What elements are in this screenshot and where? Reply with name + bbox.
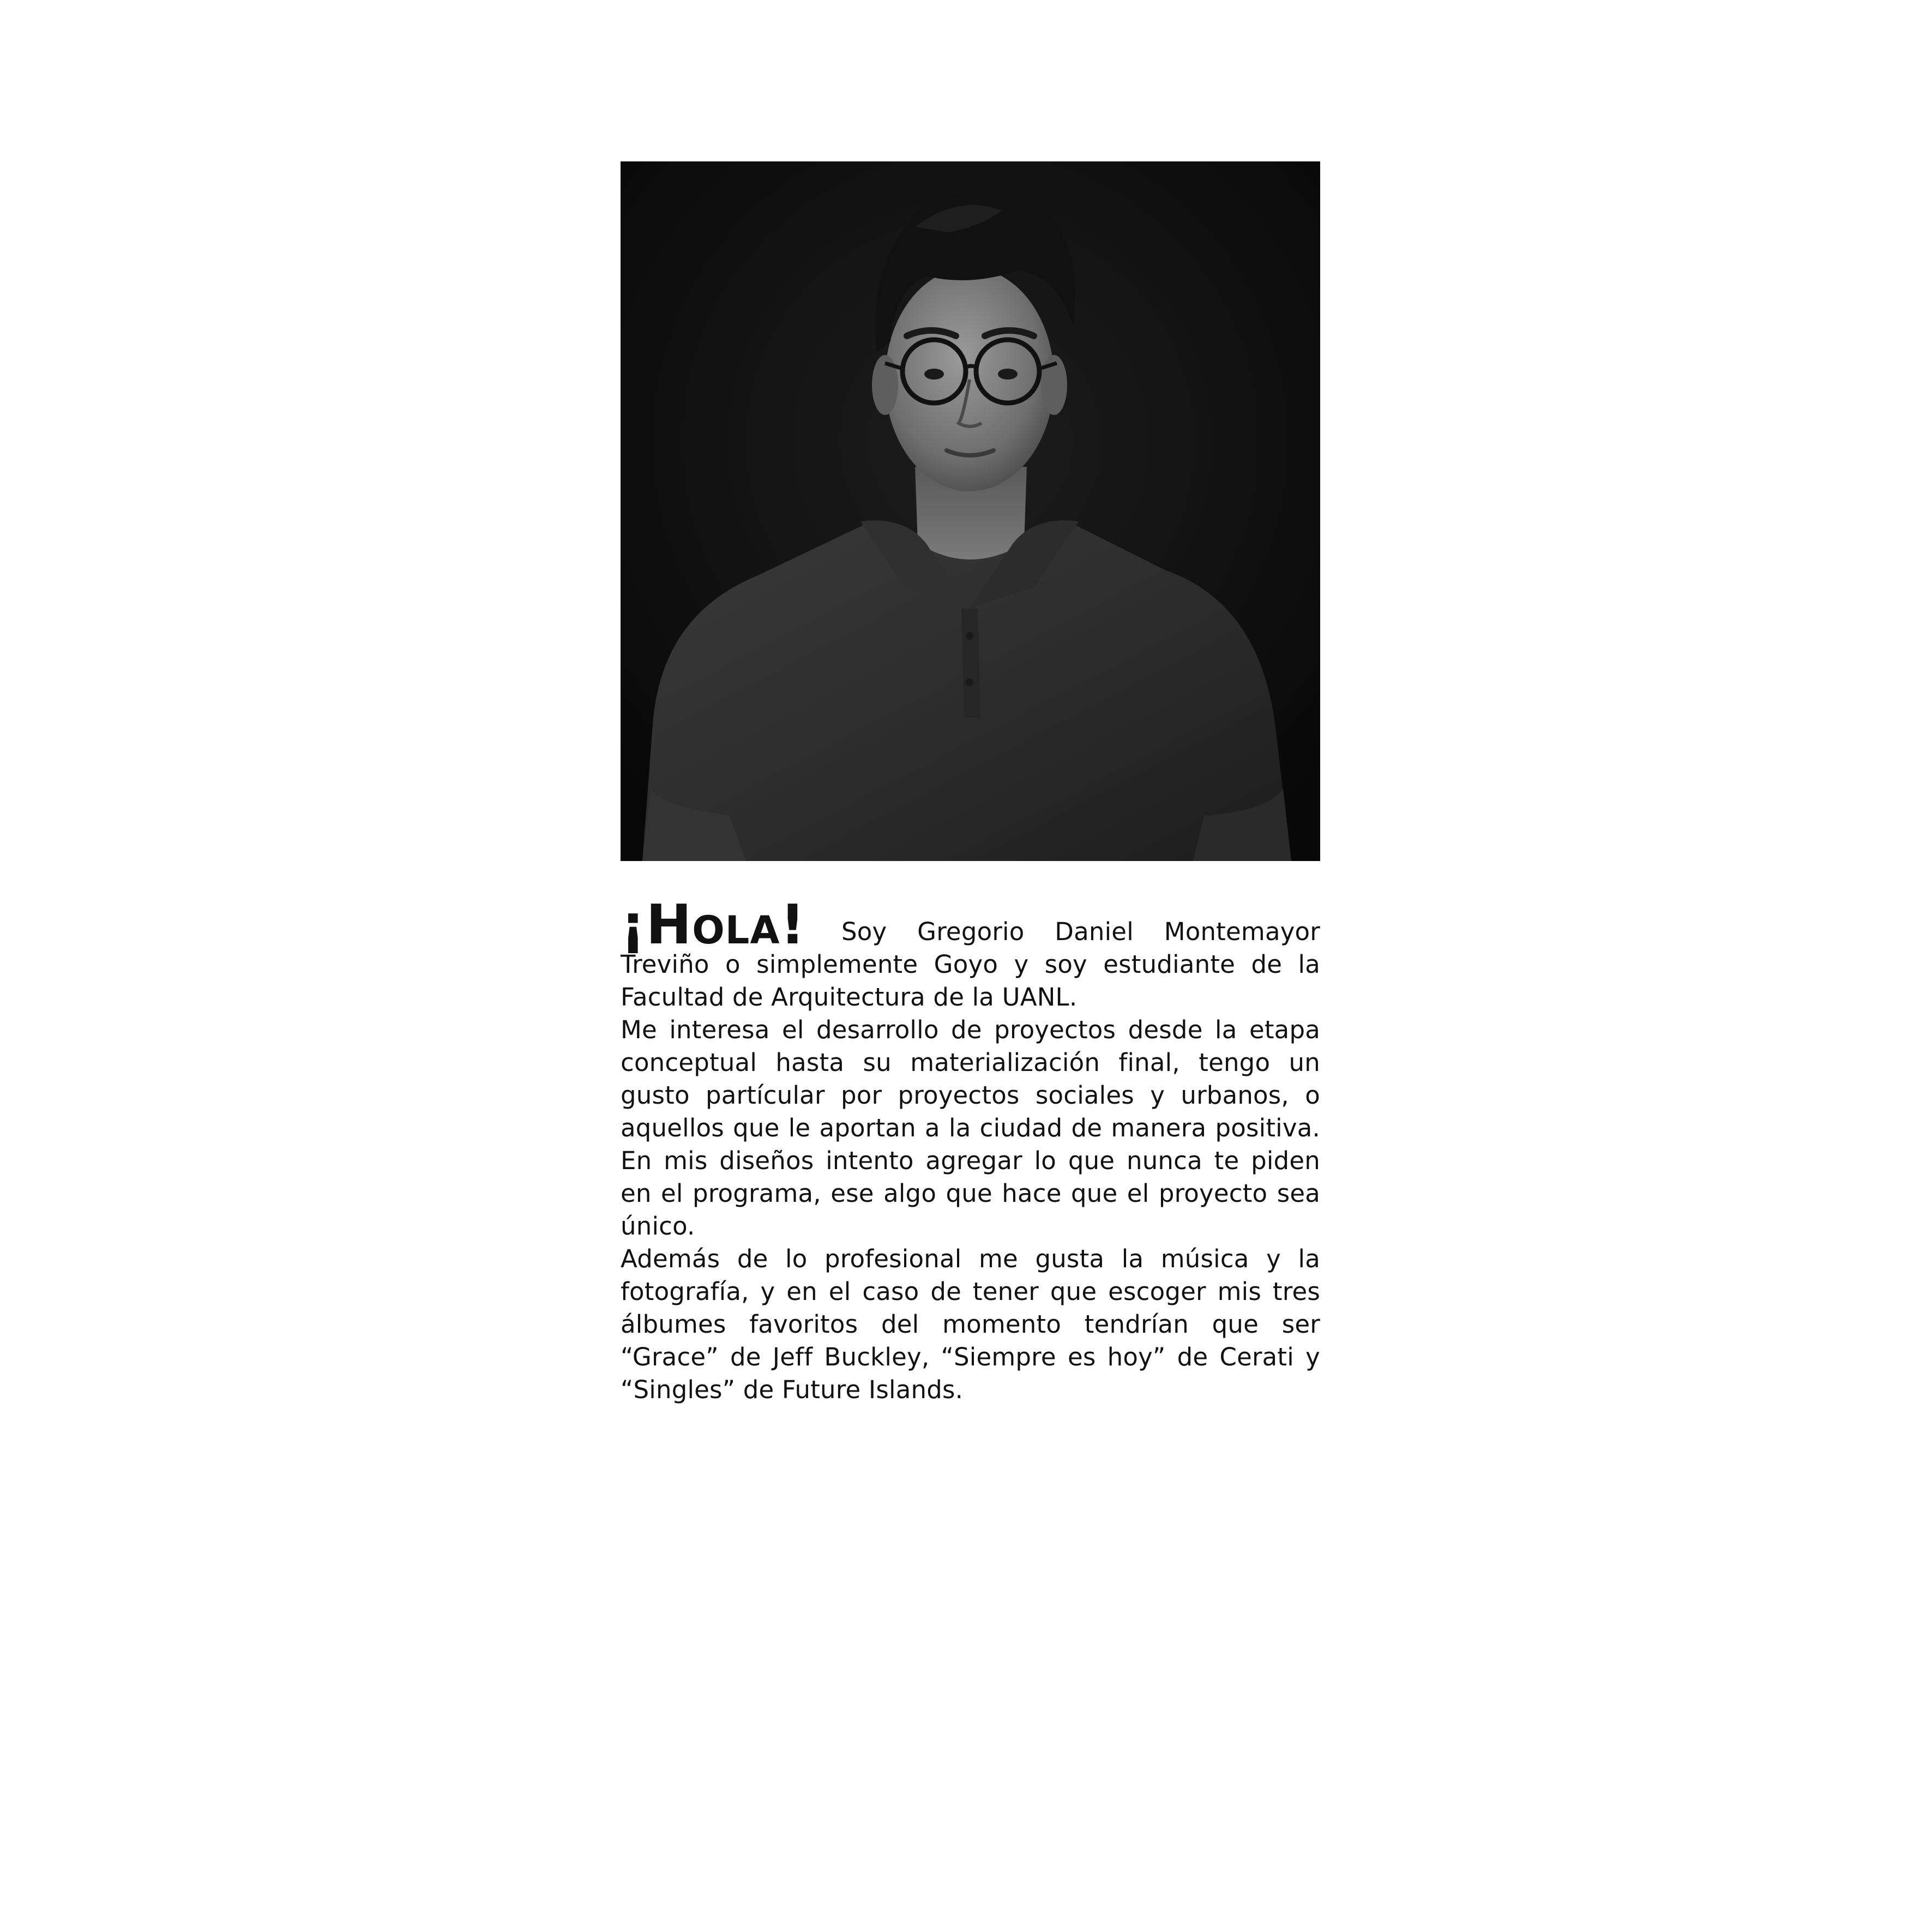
greeting-heading: ¡Hola! [621, 893, 806, 956]
person-photo-icon [621, 161, 1320, 861]
bio-text [621, 893, 1320, 1406]
bio-paragraph-2: Me interesa el desarrollo de proyectos desde la etapa conceptual hasta su materialización final, tengo un gusto partícular por proyectos sociales y urbanos, o aquellos que le aportan a la ciudad de manera positiva. En mis diseños intento agregar lo que nunca te piden en el programa, ese algo que hace que el proyecto sea único. [621, 1015, 1320, 1241]
bio-intro-paragraph [621, 893, 1320, 1014]
portrait-photo [621, 161, 1320, 861]
bio-paragraph-3: Además de lo profesional me gusta la música y la fotografía, y en el caso de tener que escoger mis tres álbumes favoritos del momento tendrían que ser “Grace” de Jeff Buckley, “Siempre es hoy” de Cerati y “Singles” de Future Islands. [621, 1244, 1320, 1404]
bio-intro: Soy Gregorio Daniel Montemayor Treviño o simplemente Goyo y soy estudiante de la Facultad de Arquitectura de la UANL. [621, 917, 1320, 1012]
